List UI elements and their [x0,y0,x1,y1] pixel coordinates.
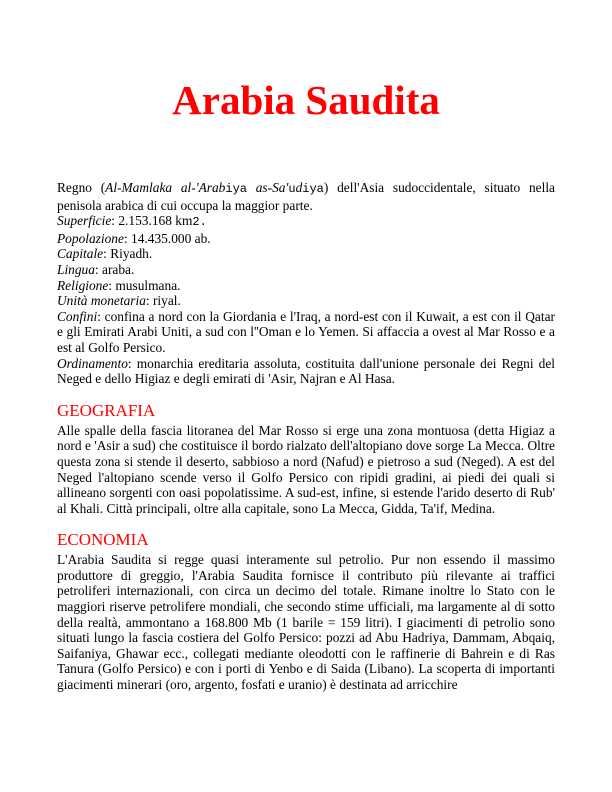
fact-superficie: Superficie: 2.153.168 km2. [57,213,207,230]
page-title: Arabia Saudita [172,77,440,123]
section-heading-geografia: GEOGRAFIA [57,400,156,420]
fact-ordinamento: Ordinamento: monarchia ereditaria assoluta, costituita dall'unione personale dei Regni del Neged e dello Higiaz e degli emirati di 'Asir, Najran e Al Hasa. [57,355,555,387]
geografia-paragraph: Alle spalle della fascia litoranea del Mar Rosso si erge una zona montuosa (detta Higiaz a nord e 'Asir a sud) che costituisce il bordo rialzato dell'altopiano dove sorge La Mecca. Oltre questa zona si stende il deserto, sabbioso a nord (Nafud) e pietroso a sud (Neged). A est del Neged l'altopiano scende verso il Golfo Persico con ripidi gradini, ai piedi dei quali si allineano sorgenti con oasi popolatissime. A sud-est, infine, si estende l'arido deserto di Rub' al Khali. Città principali, oltre alla capitale, sono La Mecca, Gidda, Ta'if, Medina. [57,422,555,516]
fact-moneta: Unità monetaria: riyal. [57,293,181,309]
arabic-name: Al-Mamlaka al-'Arabiya as-Sa'udiya [105,180,324,196]
fact-popolazione: Popolazione: 14.435.000 ab. [57,230,211,246]
fact-confini: Confini: confina a nord con la Giordania e l'Iraq, a nord-est con il Kuwait, a est con il Qatar e gli Emirati Arabi Uniti, a sud con l''Oman e lo Yemen. Si affaccia a ovest al Mar Rosso e a est al Golfo Persico. [57,308,555,355]
economia-paragraph: L'Arabia Saudita si regge quasi interamente sul petrolio. Pur non essendo il massimo produttore di greggio, l'Arabia Saudita fornisce il contributo più rilevante ai traffici petroliferi internazionali, con circa un decimo del totale. Rimane inoltre lo Stato con le maggiori riserve petrolifere mondiali, che secondo stime ufficiali, ma largamente al di sotto della realtà, ammontano a 168.800 Mb (1 barile = 159 litri). I giacimenti di petrolio sono situati lungo la fascia costiera del Golfo Persico: pozzi ad Abu Hadriya, Dammam, Abqaiq, Saifaniya, Ghawar ecc., collegati mediante oleodotti con le raffinerie di Bahrein e di Ras Tanura (Golfo Persico) e con i porti di Yenbo e di Saida (Libano). La scoperta di importanti giacimenti minerari (oro, argento, fosfati e uranio) è destinata ad arricchire [57,552,555,693]
fact-religione: Religione: musulmana. [57,277,181,293]
fact-capitale: Capitale: Riyadh. [57,246,153,262]
fact-lingua: Lingua: araba. [57,261,135,277]
document-body [57,180,555,693]
intro-paragraph [57,180,555,213]
intro-text-end: ) dell'Asia sudoccidentale, situato nella penisola arabica di cui occupa la maggior parte. [57,180,555,213]
section-heading-economia: ECONOMIA [57,530,149,550]
intro-text-start: Regno ( [57,180,106,195]
